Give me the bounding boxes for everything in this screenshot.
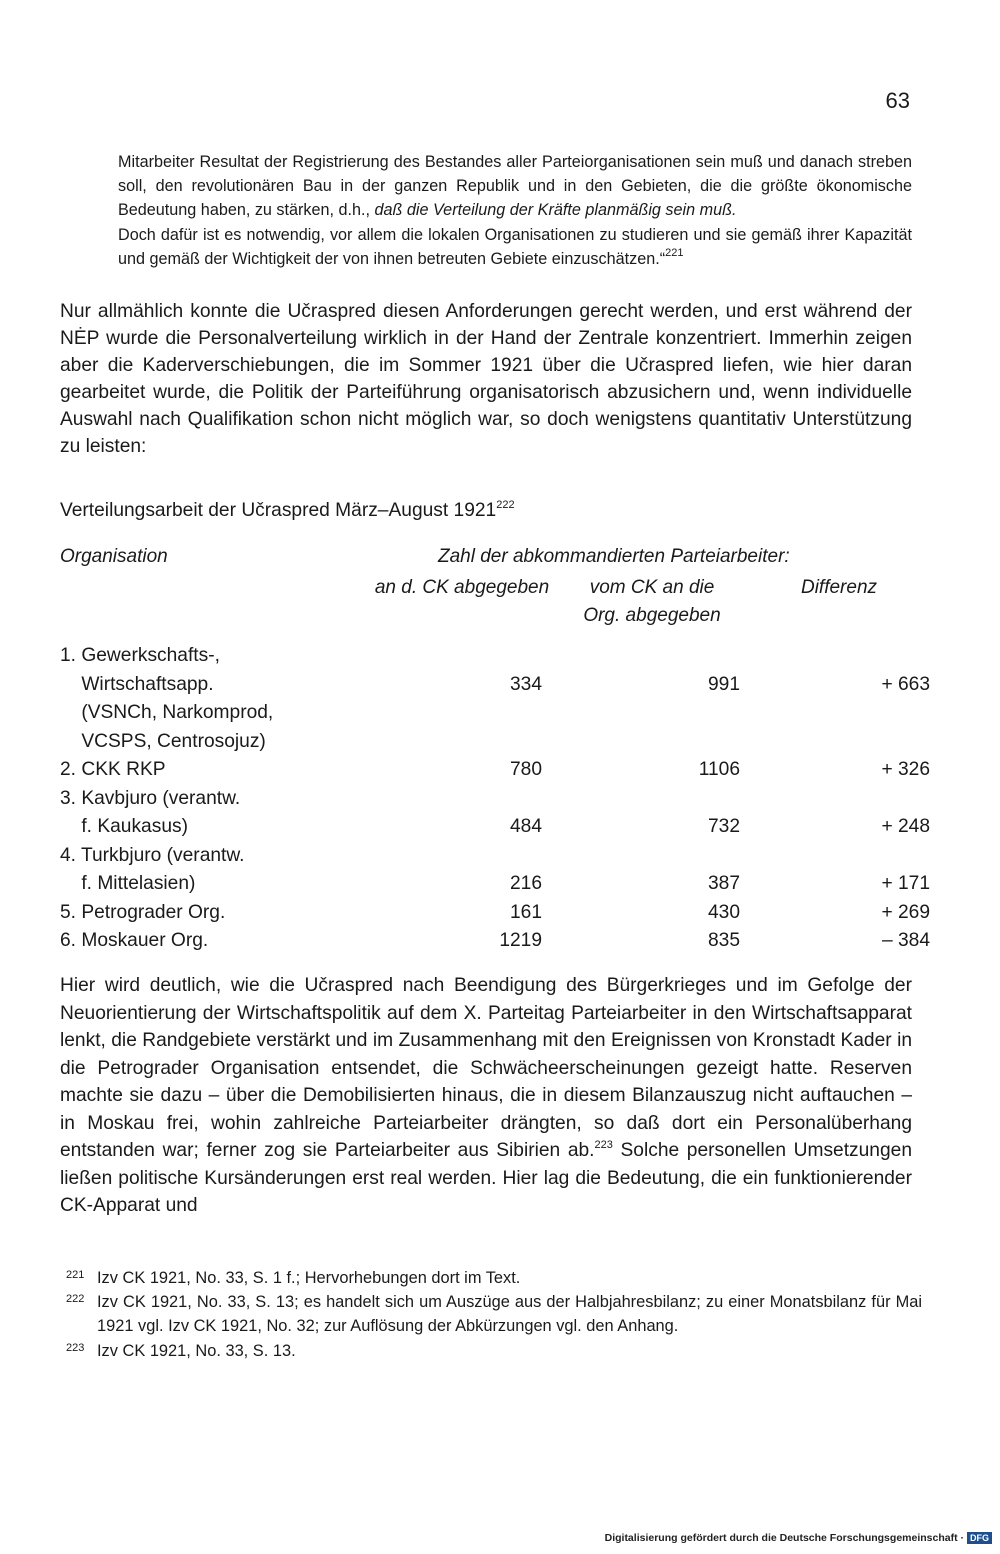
cell-vom-ck: 387 <box>707 873 740 894</box>
footnote <box>66 1339 922 1363</box>
body-paragraph-1 <box>60 298 912 460</box>
body-paragraph-2-part-1: Hier wird deutlich, wie die Učraspred nach Beendigung des Bürgerkrieges und im Gefolge der Neuorientierung der Wirtschaftspolitik auf dem X. Parteitag Parteiarbeiter in den Wirtschaftsapparat lenkt, die Randgebiete verstärkt und im Zusammenhang mit den Ereignissen von Kronstadt Kader in die Petrograder Organisation entsendet, die Schwächeerscheinungen gezeigt hatte. Reserven machte sie dazu – über die Demobilisierten hinaus, die in diesem Bilanzauszug nicht auftauchen – in Moskau frei, wohin zahlreiche Parteiarbeiter drängten, so daß dort ein Personalüberhang entstanden war; ferner zog sie Parteiarbeiter aus Sibirien ab. <box>60 975 912 1161</box>
table-header-col3: Differenz <box>800 577 878 598</box>
footnote <box>66 1290 922 1338</box>
table-row <box>60 642 930 756</box>
footnote-number: 222 <box>66 1293 85 1306</box>
quote-text-1: Mitarbeiter Resultat der Registrierung des Bestandes aller Parteiorganisationen sein muß und danach streben soll, den revolutionären Bau in der ganzen Republik und in den Gebieten, die die größte ökonomische Bedeutung haben, zu stärken, d.h., <box>118 153 912 220</box>
cell-abgegeben: 161 <box>509 901 542 923</box>
quote-paragraph-1 <box>118 150 912 223</box>
cell-vom-ck: 430 <box>707 901 740 923</box>
table-row <box>60 756 930 785</box>
footnote <box>66 1266 922 1290</box>
credit-text: Digitalisierung gefördert durch die Deutsche Forschungsgemeinschaft · <box>604 1532 964 1544</box>
footnote-text: Izv CK 1921, No. 33, S. 13; es handelt sich um Auszüge aus der Halbjahresbilanz; zu einer Monatsbilanz für Mai 1921 vgl. Izv CK 1921, No. 32; zur Auflösung der Abkürzungen vgl. den Anhang. <box>97 1293 922 1336</box>
cell-differenz: + 326 <box>881 759 930 780</box>
cell-vom-ck: 1106 <box>698 759 740 780</box>
footnote-ref-222: 222 <box>496 499 515 511</box>
table-header-col1: an d. CK abgegeben <box>374 577 550 598</box>
cell-differenz: + 269 <box>881 901 930 923</box>
row-label: 5. Petrograder Org. <box>60 901 226 923</box>
cell-abgegeben: 216 <box>509 873 542 894</box>
table-header-zahl: Zahl der abkommandierten Parteiarbeiter: <box>438 546 790 567</box>
dfg-logo: DFG <box>967 1532 992 1544</box>
table-caption <box>60 500 515 522</box>
table-header-col2: vom CK an die Org. abgegeben <box>583 577 721 626</box>
body-paragraph-1-text: Nur allmählich konnte die Učraspred diesen Anforderungen gerecht werden, und erst während der NĖP wurde die Personalverteilung wirklich in der Hand der Zentrale konzentriert. Immerhin zeigen aber die Kaderverschiebungen, die im Sommer 1921 über die Učraspred liefen, wie hier daran gearbeitet wurde, die Politik der Parteiführung organisatorisch abzusichern und, wenn individuelle Auswahl nach Qualifikation schon nicht möglich war, so doch wenigstens quantitativ Unterstützung zu leisten: <box>60 301 912 457</box>
body-paragraph-2 <box>60 972 912 1220</box>
cell-differenz: + 171 <box>881 873 930 894</box>
table-row <box>60 927 930 956</box>
row-label: 4. Turkbjuro (verantw. f. Mittelasien) <box>60 844 245 894</box>
footnote-ref-221: 221 <box>665 246 684 259</box>
cell-differenz: – 384 <box>881 930 930 951</box>
digitization-credit <box>605 1532 992 1544</box>
footnote-ref-223: 223 <box>594 1139 613 1151</box>
table-body <box>60 642 930 956</box>
body-paragraph-2-text <box>60 972 912 1220</box>
quote-paragraph-2 <box>118 223 912 271</box>
row-label: 6. Moskauer Org. <box>60 930 209 951</box>
cell-vom-ck: 732 <box>707 816 740 837</box>
cell-abgegeben: 780 <box>509 759 542 780</box>
cell-abgegeben: 334 <box>509 673 542 695</box>
cell-abgegeben: 484 <box>509 816 542 837</box>
footnote-text: Izv CK 1921, No. 33, S. 1 f.; Hervorhebungen dort im Text. <box>97 1269 521 1287</box>
quote-text-2: Doch dafür ist es notwendig, vor allem die lokalen Organisationen zu studieren und sie gemäß ihrer Kapazität und gemäß der Wichtigkeit der von ihnen betreuten Gebiete einzuschätzen.“ <box>118 225 912 268</box>
footnotes <box>66 1266 922 1363</box>
cell-abgegeben: 1219 <box>499 930 542 951</box>
table-row <box>60 785 930 842</box>
cell-vom-ck: 835 <box>707 930 740 951</box>
table-caption-text: Verteilungsarbeit der Učraspred März–August 1921 <box>60 500 497 521</box>
row-label: 1. Gewerkschafts-, Wirtschaftsapp. (VSNCh, Narkomprod, VCSPS, Centrosojuz) <box>60 645 274 752</box>
body-paragraph-2-part-2: Solche personellen Umsetzungen ließen politische Kursänderungen erst real werden. Hier lag die Bedeutung, die ein funktionierender CK-Apparat und <box>60 1140 912 1216</box>
table-header-organisation: Organisation <box>60 546 168 567</box>
table-row <box>60 899 930 928</box>
footnote-number: 223 <box>66 1341 85 1354</box>
footnote-number: 221 <box>66 1269 85 1281</box>
page-number: 63 <box>885 88 910 113</box>
cell-vom-ck: 991 <box>707 673 740 695</box>
row-label: 2. CKK RKP <box>60 759 166 780</box>
block-quote <box>118 150 912 271</box>
cell-differenz: + 248 <box>881 816 930 837</box>
footnote-text: Izv CK 1921, No. 33, S. 13. <box>97 1341 296 1360</box>
table-row <box>60 842 930 899</box>
row-label: 3. Kavbjuro (verantw. f. Kaukasus) <box>60 787 241 837</box>
cell-differenz: + 663 <box>881 673 930 695</box>
quote-emphasis: daß die Verteilung der Kräfte planmäßig sein muß. <box>374 201 737 220</box>
